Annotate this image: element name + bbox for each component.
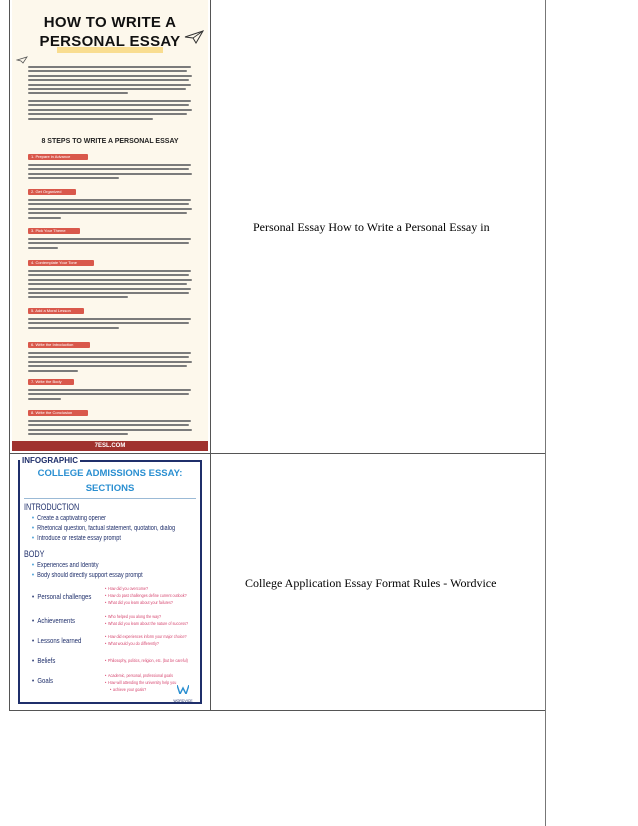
step-header: 6. Write the Introduction [28,342,90,348]
section-row-note: • How do past challenges define current outlook? [105,593,187,599]
infographic-footer: 7ESL.COM [12,441,208,451]
step-header: 1. Prepare in Advance [28,154,88,160]
step-text [28,352,194,374]
intro-item: • Create a captivating opener [32,515,106,522]
step-text [28,318,194,331]
section-row-note: • What did you learn about your failures? [105,600,173,606]
step-header: 3. Pick Your Theme [28,228,80,234]
section-row-label: • Beliefs [32,656,55,665]
intro-heading: INTRODUCTION [24,502,80,512]
section-row-note: • Who helped you along the way? [105,614,161,620]
title-divider [24,498,196,499]
row1-caption[interactable]: Personal Essay How to Write a Personal Essay in [253,220,490,234]
section-row-note: • What did you learn about the nature of success? [105,621,188,627]
step-header: 4. Contemplate Your Tone [28,260,94,266]
infographic-title-line1: HOW TO WRITE A [43,14,177,31]
wordvice-logo-icon [177,685,189,694]
body-heading: BODY [24,549,45,559]
section-row-note: • How will attending the university help you [105,680,176,686]
page-right-border [545,0,546,826]
section-row-label: • Achievements [32,616,75,625]
intro-item: • Rhetorical question, factual statement, quotation, dialog [32,525,175,532]
personal-essay-infographic[interactable] [12,0,208,451]
step-text [28,164,194,182]
intro-paragraph [28,66,194,97]
steps-subheading: 8 STEPS TO WRITE A PERSONAL ESSAY [41,138,179,145]
section-row-note: • What would you do differently? [105,641,159,647]
step-text [28,420,194,438]
section-row-note: • How did you overcome? [105,586,148,592]
row2-caption[interactable]: College Application Essay Format Rules - Wordvice [245,576,497,590]
infographic-title-line1: COLLEGE ADMISSIONS ESSAY: [37,468,183,479]
infographic-title-line2: SECTIONS [85,483,135,494]
paper-plane-icon [184,30,204,44]
paper-plane-icon [16,56,28,64]
section-row-note: • achieve your goals? [110,687,146,693]
college-essay-infographic[interactable] [12,455,208,709]
infographic-title-line2: PERSONAL ESSAY [39,33,181,50]
section-row-note: • How did experiences inform your major choice? [105,634,187,640]
wordvice-logo: WORDVICE [170,681,196,703]
infographic-frame [18,460,202,704]
intro-paragraph [28,100,194,122]
step-header: 5. Add a Moral Lesson [28,308,84,314]
section-row-note: • Academic, personal, professional goals [105,673,173,679]
step-header: 7. Write the Body [28,379,74,385]
step-header: 2. Get Organized [28,189,76,195]
step-text [28,389,194,402]
step-header: 8. Write the Conclusion [28,410,88,416]
section-row-label: • Lessons learned [32,636,81,645]
section-row-label: • Personal challenges [32,592,91,601]
step-text [28,199,194,221]
step-text [28,270,194,301]
section-row-note: • Philosophy, politics, religion, etc. (but be careful) [105,658,188,664]
step-text [28,238,194,251]
intro-item: • Introduce or restate essay prompt [32,535,121,542]
section-row-label: • Goals [32,676,53,685]
body-item: • Body should directly support essay prompt [32,572,143,579]
infographic-tag: INFOGRAPHIC [22,456,78,465]
body-item: • Experiences and Identity [32,562,99,569]
